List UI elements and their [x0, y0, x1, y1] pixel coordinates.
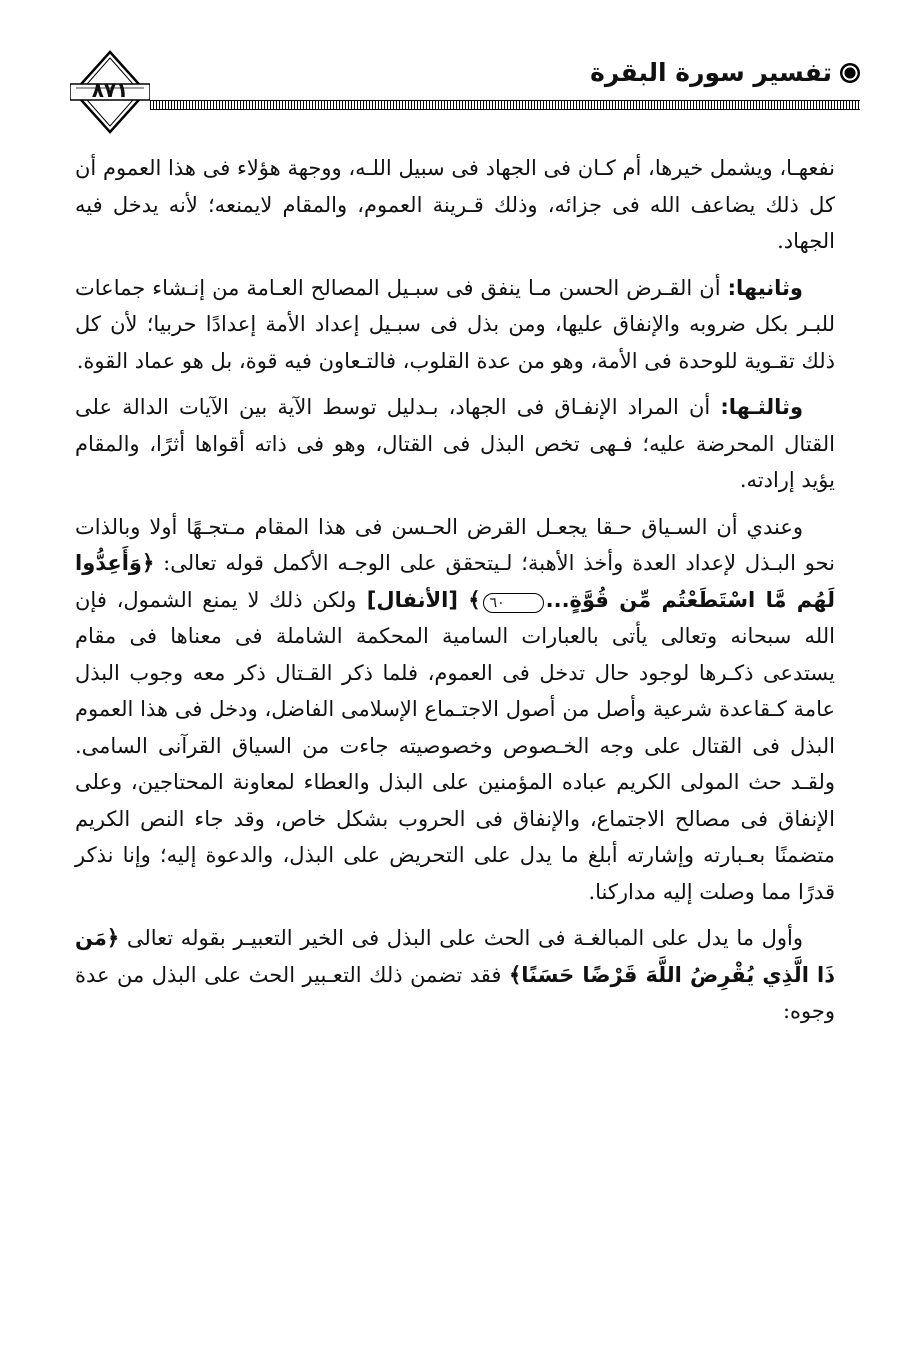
paragraph-2-text: أن القـرض الحسن مـا ينفق فى سبـيل المصالح العـامة من إنـشاء جماعات للبـر بكل ضروبه والإنفاق عليها، ومن بذل فى سبـيل إعداد الأمة إعدادًا حربيا؛ لأن كل ذلك تقـوية للوحدة فى الأمة، وهو من عدة القلوب، فالتـعاون فيه قوة، بل هو عماد القوة. — [75, 275, 835, 373]
running-title-text: تفسير سورة البقرة — [590, 58, 832, 87]
ornament-icon — [840, 63, 860, 83]
paragraph-2 — [75, 270, 835, 380]
paragraph-5-text-b: فقد تضمن ذلك التعـبير الحث على البذل من عدة وجوه: — [75, 962, 835, 1023]
page-number-badge — [70, 48, 150, 136]
paragraph-4-text-a: وعندي أن السـياق حـقا يجعـل القرض الحـسن فى هذا المقام مـتجـهًا أولا وبالذات نحو البـذل لإعداد العدة وأخذ الأهبة؛ لـيتحقق على الوجـه الأكمل قوله تعالى: — [75, 514, 835, 575]
paragraph-3 — [75, 389, 835, 499]
quran-verse-close: ﴾ — [468, 587, 481, 612]
paragraph-3-lead: وثالثـها: — [720, 395, 803, 419]
body-text — [75, 150, 835, 1040]
running-title — [590, 58, 860, 87]
paragraph-4-text-b: ولكن ذلك لا يمنع الشمول، فإن الله سبحانه وتعالى يأتى بالعبارات السامية المحكمة الشاملة فى معناها فى مقام يستدعى ذكـرها لوجود حال تدخل فى العموم، فلما ذكر القـتال ذكر معه وجوب البذل عامة كـقاعدة شرعية وأصل من أصول الاجتـماع الإسلامى الفاضل، ودخل فى هذا العموم البذل فى القتال على وجه الخـصوص وخصوصيته جاءت من السياق القرآنى السامى. ولقـد حث المولى الكريم عباده المؤمنين على البذل والعطاء لمعاونة المحتاجين، وعلى الإنفاق فى مصالح الاجتماع، والإنفاق فى الحروب بشكل خاص، وقد جاء النص الكريم متضمنًا بعـبارته وإشارته أبلغ ما يدل على التحريض على البذل، والدعوة إليه؛ وإنا نذكر قدرًا مما وصلت إليه مداركنا. — [75, 587, 835, 904]
paragraph-1-text: نفعهـا، ويشمل خيرها، أم كـان فى الجهاد فى سبيل اللـه، ووجهة هؤلاء فى هذا العموم أن كل ذلك يضاعف الله فى جزائه، وذلك قـرينة العموم، والمقام لايمنعه؛ لأنه يدخل فيه الجهاد. — [75, 156, 835, 253]
paragraph-4 — [75, 509, 835, 911]
header-rule — [150, 100, 860, 110]
paragraph-1 — [75, 150, 835, 260]
verse-number-badge: ٦٠ — [483, 593, 544, 613]
paragraph-3-text: أن المراد الإنفـاق فى الجهاد، بـدليل توسط الآية بين الآيات الدالة على القتال المحرضة عليه؛ فـهى تخص البذل فى القتال، وهو فى ذاته أقواها أثرًا، والمقام يؤيد إرادته. — [75, 395, 835, 492]
page-number: ٨٧١ — [91, 78, 129, 102]
quran-verse-anfal: ﴿وَأَعِدُّوا لَهُم مَّا اسْتَطَعْتُم مِّن قُوَّةٍ... — [75, 551, 836, 612]
page-header — [60, 48, 860, 138]
quran-verse-qard: ﴿مَن ذَا الَّذِي يُقْرِضُ اللَّهَ قَرْضًا حَسَنًا﴾ — [75, 926, 835, 987]
paragraph-5 — [75, 920, 835, 1030]
paragraph-5-text-a: وأول ما يدل على المبالغـة فى الحث على البذل فى الخير التعبيـر بقوله تعالى — [119, 926, 803, 950]
paragraph-2-lead: وثانيها: — [727, 275, 803, 300]
surah-reference: [الأنفال] — [356, 587, 469, 612]
